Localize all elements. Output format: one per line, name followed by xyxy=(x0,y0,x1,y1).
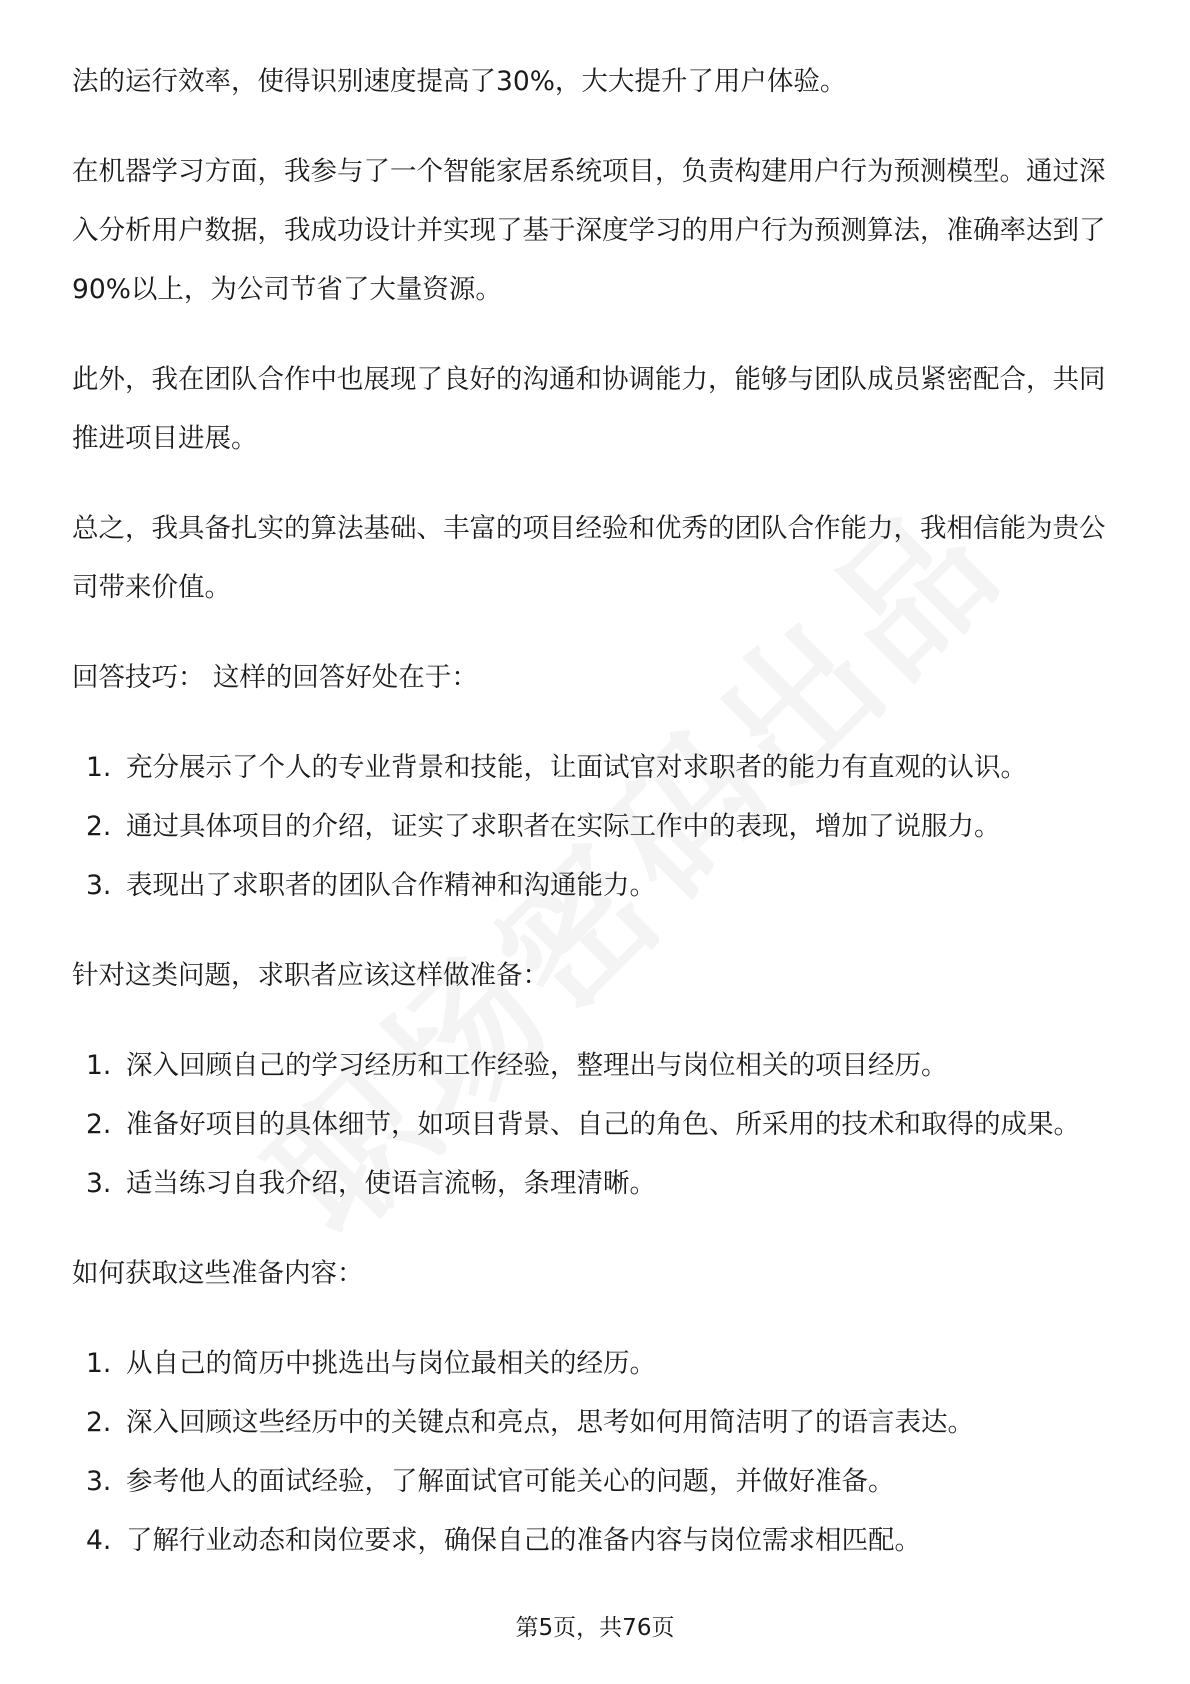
numbered-list xyxy=(72,1334,1118,1570)
list-item xyxy=(72,797,1118,856)
list-item xyxy=(72,1154,1118,1213)
list-item xyxy=(72,856,1118,915)
list-item-number: 1. xyxy=(86,752,112,783)
list-item-number: 2. xyxy=(86,811,112,842)
paragraph: 如何获取这些准备内容： xyxy=(72,1258,364,1289)
list-item-number: 2. xyxy=(86,1407,112,1438)
paragraph: 针对这类问题，求职者应该这样做准备： xyxy=(72,960,549,991)
list-item xyxy=(72,1095,1118,1154)
list-item-text: 表现出了求职者的团队合作精神和沟通能力。 xyxy=(126,870,656,901)
list-item xyxy=(72,1511,1118,1570)
list-item-number: 2. xyxy=(86,1109,112,1140)
list-item-text: 从自己的简历中挑选出与岗位最相关的经历。 xyxy=(126,1348,656,1379)
paragraph: 在机器学习方面，我参与了一个智能家居系统项目，负责构建用户行为预测模型。通过深入分析用户数据，我成功设计并实现了基于深度学习的用户行为预测算法，准确率达到了90%以上，为公司节省了大量资源。 xyxy=(72,156,1106,305)
list-item-text: 参考他人的面试经验，了解面试官可能关心的问题，并做好准备。 xyxy=(126,1466,895,1497)
list-item-text: 充分展示了个人的专业背景和技能，让面试官对求职者的能力有直观的认识。 xyxy=(126,752,1027,783)
numbered-list xyxy=(72,1036,1118,1213)
list-item xyxy=(72,738,1118,797)
list-item-number: 3. xyxy=(86,1168,112,1199)
list-item xyxy=(72,1036,1118,1095)
paragraph: 回答技巧： 这样的回答好处在于： xyxy=(72,662,478,693)
list-item xyxy=(72,1334,1118,1393)
paragraph: 总之，我具备扎实的算法基础、丰富的项目经验和优秀的团队合作能力，我相信能为贵公司带来价值。 xyxy=(72,513,1106,603)
list-item-number: 3. xyxy=(86,1466,112,1497)
list-item-number: 4. xyxy=(86,1525,112,1556)
list-item-number: 3. xyxy=(86,870,112,901)
page-footer: 第5页，共76页 xyxy=(515,1615,675,1641)
list-item xyxy=(72,1393,1118,1452)
list-item-text: 深入回顾自己的学习经历和工作经验，整理出与岗位相关的项目经历。 xyxy=(126,1050,948,1081)
list-item-number: 1. xyxy=(86,1348,112,1379)
list-item-text: 了解行业动态和岗位要求，确保自己的准备内容与岗位需求相匹配。 xyxy=(126,1525,921,1556)
list-item-text: 适当练习自我介绍，使语言流畅，条理清晰。 xyxy=(126,1168,656,1199)
list-item-text: 准备好项目的具体细节，如项目背景、自己的角色、所采用的技术和取得的成果。 xyxy=(126,1109,1080,1140)
paragraph: 法的运行效率，使得识别速度提高了30%，大大提升了用户体验。 xyxy=(72,66,847,97)
list-item-text: 通过具体项目的介绍，证实了求职者在实际工作中的表现，增加了说服力。 xyxy=(126,811,1001,842)
list-item xyxy=(72,1452,1118,1511)
list-item-number: 1. xyxy=(86,1050,112,1081)
numbered-list xyxy=(72,738,1118,915)
list-item-text: 深入回顾这些经历中的关键点和亮点，思考如何用简洁明了的语言表达。 xyxy=(126,1407,974,1438)
paragraph: 此外，我在团队合作中也展现了良好的沟通和协调能力，能够与团队成员紧密配合，共同推进项目进展。 xyxy=(72,364,1106,454)
document-body xyxy=(72,52,1118,1601)
